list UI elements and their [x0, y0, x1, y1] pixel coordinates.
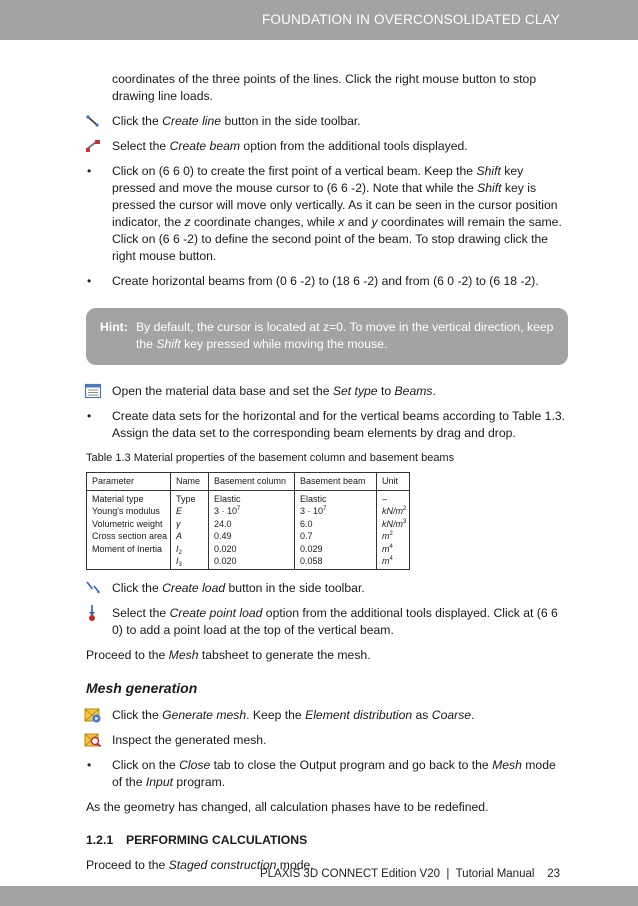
bullet-mark: •: [87, 409, 92, 423]
bullet-vertical-beam: • Click on (6 6 0) to create the first point of a vertical beam. Keep the Shift key pressed and move the mouse cursor to (6 6 -2). Note that while the Shift key is pressed the cursor will move only vertically. As it can be seen in the cursor position indicator, the z coordinate changes, while x and y coordinates will remain the same. Click on (6 6 -2) to define the second point of the beam. To stop drawing click the right mouse button.: [87, 164, 562, 263]
footer-manual: Tutorial Manual: [455, 868, 535, 880]
section-title: PERFORMING CALCULATIONS: [126, 832, 308, 847]
proceed-mesh-paragraph: Proceed to the Mesh tabsheet to generate the mesh.: [86, 647, 371, 662]
page-content: [86, 71, 568, 882]
table-row: Material type Type Elastic Elastic –: [87, 490, 410, 505]
bullet-mark: •: [87, 274, 92, 288]
intro-paragraph: coordinates of the three points of the lines. Click the right mouse button to stop drawing line loads.: [112, 72, 537, 103]
table-row: Cross section area A 0.49 0.7 $m^2$: [87, 530, 410, 543]
table-caption: Table 1.3 Material properties of the basement column and basement beams: [86, 452, 455, 464]
step-create-point-load: Select the Create point load option from the additional tools displayed. Click at (6 6 0) to add a point load at the top of the vertical beam.: [86, 605, 568, 639]
section-number: 1.2.1: [86, 832, 114, 847]
section-heading: [86, 832, 568, 849]
bullet-create-datasets: • Create data sets for the horizontal and for the vertical beams according to Table 1.3. Assign the data set to the corresponding beam elements by drag and drop.: [87, 409, 566, 440]
page-number: 23: [547, 868, 560, 880]
mesh-generation-heading: Mesh generation: [86, 679, 198, 696]
bullet-close-output: • Click on the Close tab to close the Output program and go back to the Mesh mode of the Input program.: [87, 757, 556, 789]
material-properties-table: [86, 472, 410, 570]
step-generate-mesh: Click the Generate mesh. Keep the Element distribution as Coarse.: [86, 707, 568, 724]
hint-text: By default, the cursor is located at z=0. To move in the vertical direction, keep the Shift key pressed while moving the mouse.: [136, 320, 554, 351]
bullet-horizontal-beams: • Create horizontal beams from (0 6 -2) to (18 6 -2) and from (6 0 -2) to (6 18 -2).: [87, 274, 539, 288]
hint-box: [86, 308, 568, 365]
bullet-mark: •: [87, 757, 92, 772]
table-header: Parameter: [87, 473, 171, 491]
table-header: Name: [171, 473, 209, 491]
proceed-staged-paragraph: Proceed to the Staged construction mode.: [86, 857, 314, 872]
table-row: $I_3$ 0.020 0.058 $m^4$: [87, 555, 410, 569]
table-row: Volumetric weight γ 24.0 6.0 $kN/m^3$: [87, 518, 410, 531]
hint-label: Hint:: [100, 320, 128, 334]
table-header: Basement beam: [295, 473, 377, 491]
footer-separator: |: [446, 868, 450, 880]
create-line-icon: [84, 112, 102, 130]
table-header: Basement column: [209, 473, 295, 491]
table-row: Moment of Inertia $I_2$ 0.020 0.029 $m^4$: [87, 543, 410, 556]
page-footer: [260, 866, 560, 883]
bullet-mark: •: [87, 164, 92, 178]
header-band: [0, 0, 638, 40]
chapter-title: FOUNDATION IN OVERCONSOLIDATED CLAY: [261, 12, 560, 27]
create-line-term: Create line: [162, 114, 222, 128]
create-beam-term: Create beam: [169, 139, 241, 153]
table-row: Young's modulus E $3 \cdot 10^7$ $3 \cdot 10^7$ $kN/m^2$: [87, 505, 410, 518]
step-create-load: Click the Create load button in the side toolbar.: [86, 580, 568, 597]
generate-mesh-icon: [84, 706, 102, 724]
footer-product: PLAXIS 3D CONNECT Edition V20: [259, 868, 440, 880]
step-material-database: Open the material data base and set the Set type to Beams.: [86, 383, 568, 400]
create-beam-icon: [84, 137, 102, 155]
material-database-icon: [84, 382, 102, 400]
point-load-icon: [84, 604, 102, 622]
table-header: Unit: [377, 473, 410, 491]
geometry-note: As the geometry has changed, all calculation phases have to be redefined.: [86, 799, 489, 814]
create-load-icon: [84, 579, 102, 597]
table-header-row: [87, 473, 410, 491]
step-inspect-mesh: Inspect the generated mesh.: [86, 732, 568, 749]
step-create-line: Click the Create line button in the side toolbar.: [86, 113, 568, 130]
view-mesh-icon: [84, 731, 102, 749]
step-create-beam: Select the Create beam option from the additional tools displayed.: [86, 138, 568, 155]
footer-band: [0, 886, 638, 906]
